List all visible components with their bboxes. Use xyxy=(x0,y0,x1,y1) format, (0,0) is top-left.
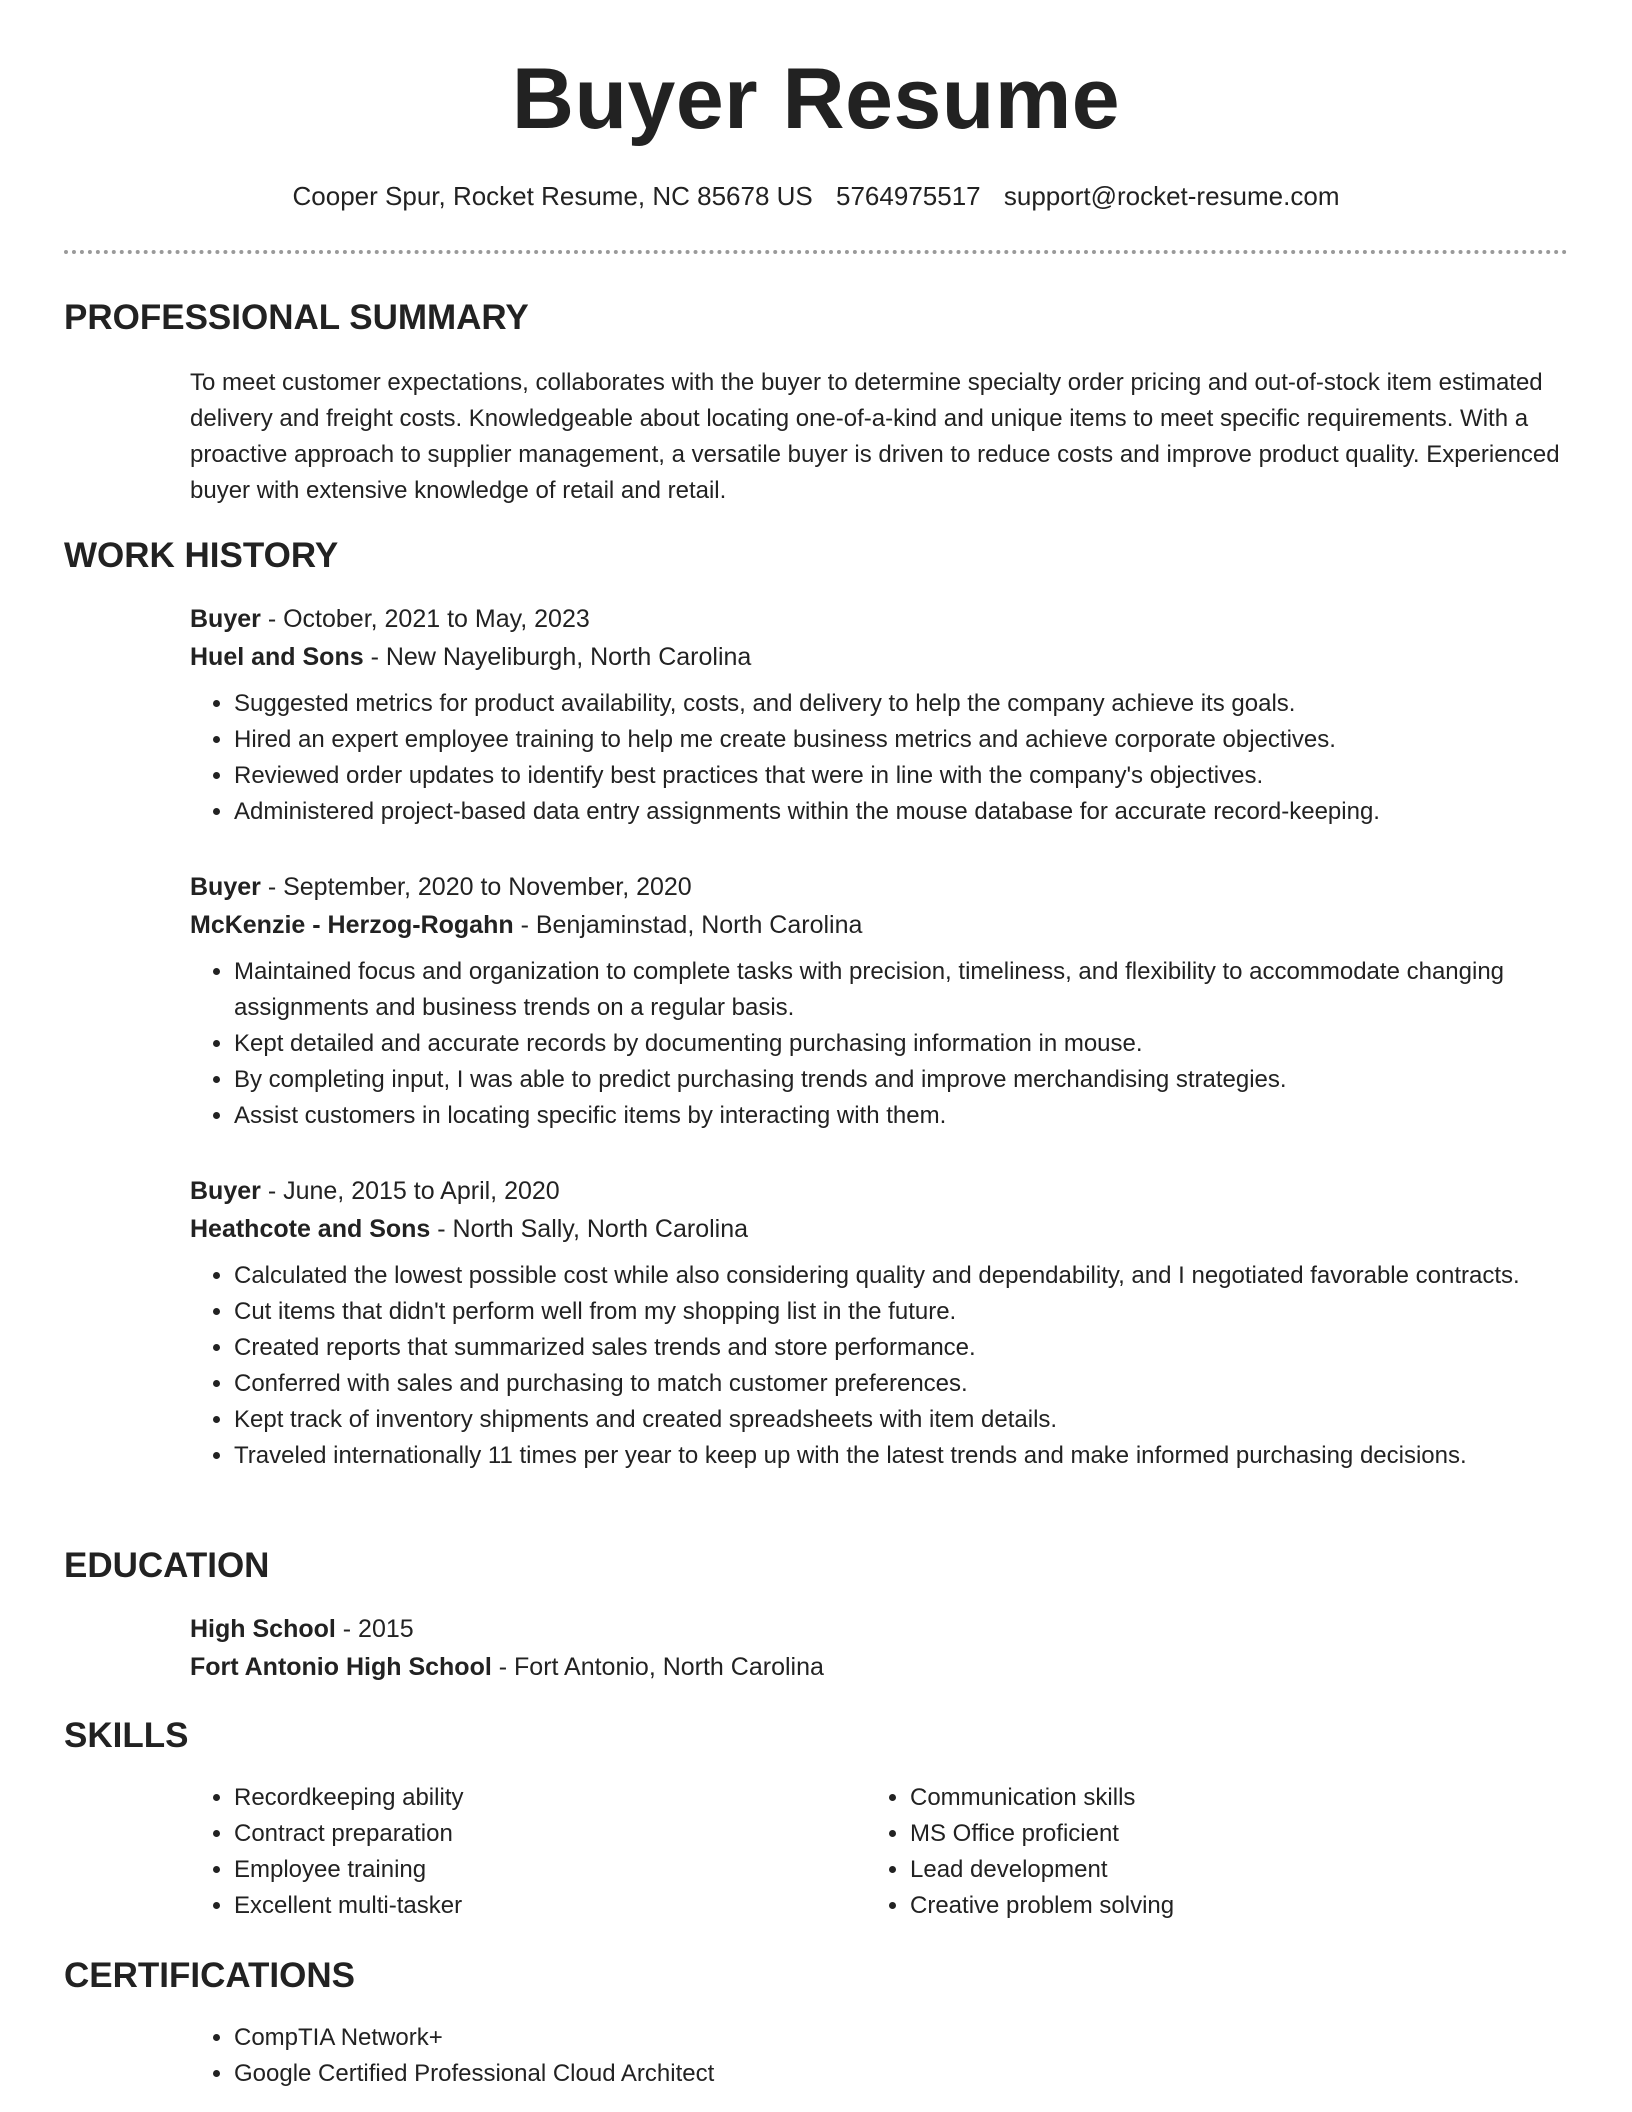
job-company-line xyxy=(190,638,1568,676)
contact-address: Cooper Spur, Rocket Resume, NC 85678 US xyxy=(292,181,813,211)
job-location: - New Nayeliburgh, North Carolina xyxy=(363,643,752,671)
education-entry xyxy=(190,1610,1568,1686)
list-item: • Created reports that summarized sales trends and store performance. xyxy=(234,1330,1568,1366)
job-entry xyxy=(190,600,1568,830)
list-item: • Maintained focus and organization to complete tasks with precision, timeliness, and flexibility to accommodate changing assignments and business trends on a regular basis. xyxy=(234,954,1568,1026)
list-item: • Lead development xyxy=(910,1852,1506,1888)
job-company: Heathcote and Sons xyxy=(190,1215,431,1243)
certifications-list xyxy=(190,2020,1490,2092)
list-item: • Reviewed order updates to identify best practices that were in line with the company's objectives. xyxy=(234,758,1568,794)
list-item: • Google Certified Professional Cloud Architect xyxy=(234,2056,1490,2092)
list-item: • Excellent multi-tasker xyxy=(234,1888,830,1924)
header-divider xyxy=(64,250,1568,254)
list-item: • Cut items that didn't perform well from my shopping list in the future. xyxy=(234,1294,1568,1330)
job-company: McKenzie - Herzog-Rogahn xyxy=(190,911,514,939)
job-role: Buyer xyxy=(190,1177,261,1205)
job-title-line xyxy=(190,1172,1568,1210)
list-item: • Kept track of inventory shipments and created spreadsheets with item details. xyxy=(234,1402,1568,1438)
list-item: • CompTIA Network+ xyxy=(234,2020,1490,2056)
job-dates: - October, 2021 to May, 2023 xyxy=(260,605,590,633)
education-school-line xyxy=(190,1648,1568,1686)
resume-title: Buyer Resume xyxy=(511,51,1121,147)
contact-line xyxy=(0,180,1632,214)
job-title-line xyxy=(190,600,1568,638)
list-item: • Calculated the lowest possible cost while also considering quality and dependability, and I negotiated favorable contracts. xyxy=(234,1258,1568,1294)
list-item: • Conferred with sales and purchasing to match customer preferences. xyxy=(234,1366,1568,1402)
work-history-heading: WORK HISTORY xyxy=(64,536,339,575)
list-item: • Employee training xyxy=(234,1852,830,1888)
list-item: • MS Office proficient xyxy=(910,1816,1506,1852)
job-entry xyxy=(190,1172,1568,1474)
job-bullets xyxy=(190,954,1568,1134)
list-item: • Administered project-based data entry assignments within the mouse database for accurate record-keeping. xyxy=(234,794,1568,830)
job-dates: - September, 2020 to November, 2020 xyxy=(260,873,692,901)
job-location: - Benjaminstad, North Carolina xyxy=(513,911,863,939)
list-item: • Suggested metrics for product availability, costs, and delivery to help the company achieve its goals. xyxy=(234,686,1568,722)
job-company: Huel and Sons xyxy=(190,643,364,671)
list-item: • Assist customers in locating specific items by interacting with them. xyxy=(234,1098,1568,1134)
skills-left-column xyxy=(190,1780,830,1924)
skills-heading: SKILLS xyxy=(64,1716,189,1755)
job-company-line xyxy=(190,1210,1568,1248)
job-entry xyxy=(190,868,1568,1134)
list-item: • Kept detailed and accurate records by documenting purchasing information in mouse. xyxy=(234,1026,1568,1062)
list-item: • Communication skills xyxy=(910,1780,1506,1816)
list-item: • Recordkeeping ability xyxy=(234,1780,830,1816)
contact-phone: 5764975517 xyxy=(836,181,981,211)
job-location: - North Sally, North Carolina xyxy=(430,1215,749,1243)
list-item: • By completing input, I was able to predict purchasing trends and improve merchandising strategies. xyxy=(234,1062,1568,1098)
contact-email: support@rocket-resume.com xyxy=(1003,181,1340,211)
education-heading: EDUCATION xyxy=(64,1546,270,1585)
job-role: Buyer xyxy=(190,605,261,633)
job-company-line xyxy=(190,906,1568,944)
list-item: • Contract preparation xyxy=(234,1816,830,1852)
education-degree: High School xyxy=(190,1615,336,1643)
summary-heading: PROFESSIONAL SUMMARY xyxy=(64,298,529,337)
education-degree-line xyxy=(190,1610,1568,1648)
education-location: - Fort Antonio, North Carolina xyxy=(491,1653,824,1681)
job-bullets xyxy=(190,1258,1568,1474)
list-item: • Traveled internationally 11 times per year to keep up with the latest trends and make informed purchasing decisions. xyxy=(234,1438,1568,1474)
education-year: - 2015 xyxy=(335,1615,414,1643)
job-role: Buyer xyxy=(190,873,261,901)
education-school: Fort Antonio High School xyxy=(190,1653,492,1681)
list-item: • Creative problem solving xyxy=(910,1888,1506,1924)
skills-right-column xyxy=(866,1780,1506,1924)
list-item: • Hired an expert employee training to help me create business metrics and achieve corporate objectives. xyxy=(234,722,1568,758)
certifications-heading: CERTIFICATIONS xyxy=(64,1956,356,1995)
job-title-line xyxy=(190,868,1568,906)
summary-text: To meet customer expectations, collaborates with the buyer to determine specialty order pricing and out-of-stock item estimated delivery and freight costs. Knowledgeable about locating one-of-a-kind and unique items to meet specific requirements. With a proactive approach to supplier management, a versatile buyer is driven to reduce costs and improve product quality. Experienced buyer with extensive knowledge of retail and retail. xyxy=(190,369,1560,504)
job-bullets xyxy=(190,686,1568,830)
job-dates: - June, 2015 to April, 2020 xyxy=(260,1177,560,1205)
